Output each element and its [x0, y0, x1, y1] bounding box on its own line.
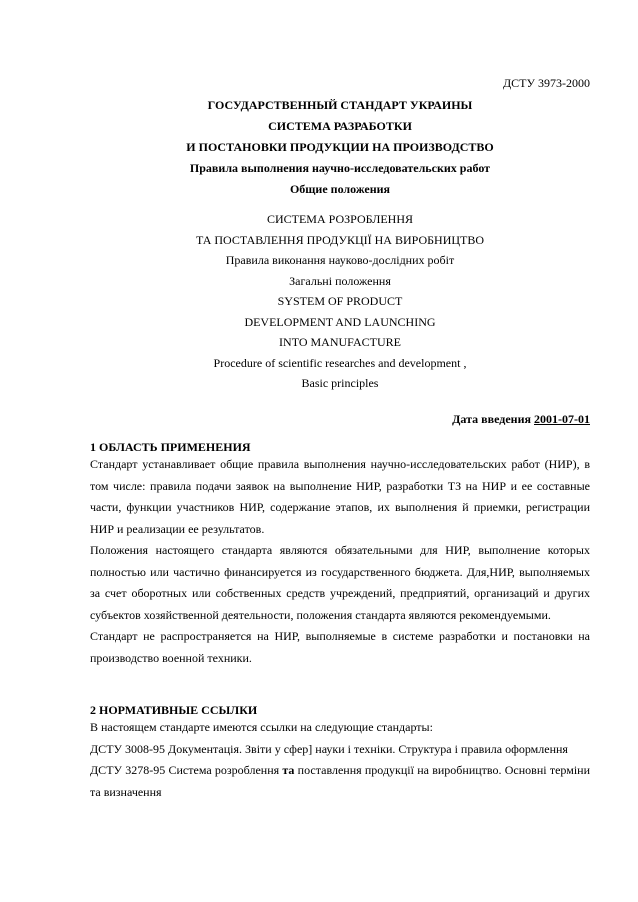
title-ru-line: СИСТЕМА РАЗРАБОТКИ [268, 119, 412, 133]
title-ukrainian-english [90, 209, 590, 394]
title-ru-line: Правила выполнения научно-исследовательских работ [189, 161, 491, 175]
title-ua-line: СИСТЕМА РОЗРОБЛЕННЯ [266, 212, 414, 226]
paragraph [90, 760, 590, 803]
title-ru-line: ГОСУДАРСТВЕННЫЙ СТАНДАРТ УКРАИНЫ [207, 98, 473, 112]
section-2-heading: 2 НОРМАТИВНЫЕ ССЫЛКИ [90, 703, 258, 717]
title-ru-line: И ПОСТАНОВКИ ПРОДУКЦИИ НА ПРОИЗВОДСТВО [186, 140, 494, 154]
reference-text: ДСТУ 3278-95 Система розроблення [90, 763, 283, 777]
title-ua-line: Загальні положення [289, 273, 391, 288]
title-en-line: Procedure of scientific researches and development , [213, 355, 467, 370]
paragraph: Стандарт не распространяется на НИР, выполняемые в системе разработки и постановки на производство военной техники. [90, 629, 590, 665]
effective-date [452, 412, 590, 427]
title-ru-line: Общие положения [289, 182, 391, 196]
paragraph: В настоящем стандарте имеются ссылки на следующие стандарты: [90, 720, 433, 734]
section-2-body [90, 717, 590, 803]
title-en-line: DEVELOPMENT AND LAUNCHING [244, 314, 436, 329]
title-ua-line: Правила виконання науково-дослідних робіт [225, 253, 455, 267]
reference-bold-word: та [282, 763, 295, 777]
paragraph: ДСТУ 3008-95 Документація. Звіти у сфер] науки і техніки. Структура і правила оформлення [90, 741, 568, 756]
title-en-line: Basic principles [301, 376, 379, 390]
effective-date-value: 2001-07-01 [534, 412, 590, 426]
title-russian [90, 95, 590, 200]
reference-text: поставлення продукції на виробництво. Основні терміни та визначення [90, 763, 590, 799]
title-en-line: SYSTEM OF PRODUCT [277, 294, 403, 308]
title-ua-line: ТА ПОСТАВЛЕННЯ ПРОДУКЦІЇ НА ВИРОБНИЦТВО [195, 232, 485, 247]
title-en-line: INTO MANUFACTURE [279, 335, 401, 349]
paragraph: Стандарт устанавливает общие правила выполнения научно-исследовательских работ (НИР), в том числе: правила подачи заявок на выполнение НИР, разработки ТЗ на НИР и ее составные части, функции участников НИР, содержание этапов, их выполнения й приемки, регистрации НИР и реализации ее результатов. [90, 457, 590, 536]
document-code: ДСТУ 3973-2000 [502, 76, 590, 90]
section-1-heading: 1 ОБЛАСТЬ ПРИМЕНЕНИЯ [90, 440, 251, 454]
effective-date-label: Дата введения [452, 412, 531, 426]
paragraph: Положения настоящего стандарта являются обязательными для НИР, выполнение которых полностью или частично финансируется из государственного бюджета. Для,НИР, выполняемых за счет оборотных или собственных средств учреждений, предприятий, организаций и других субъектов хозяйственной деятельности, положения стандарта являются рекомендуемыми. [90, 543, 590, 622]
section-1-body [90, 454, 590, 669]
